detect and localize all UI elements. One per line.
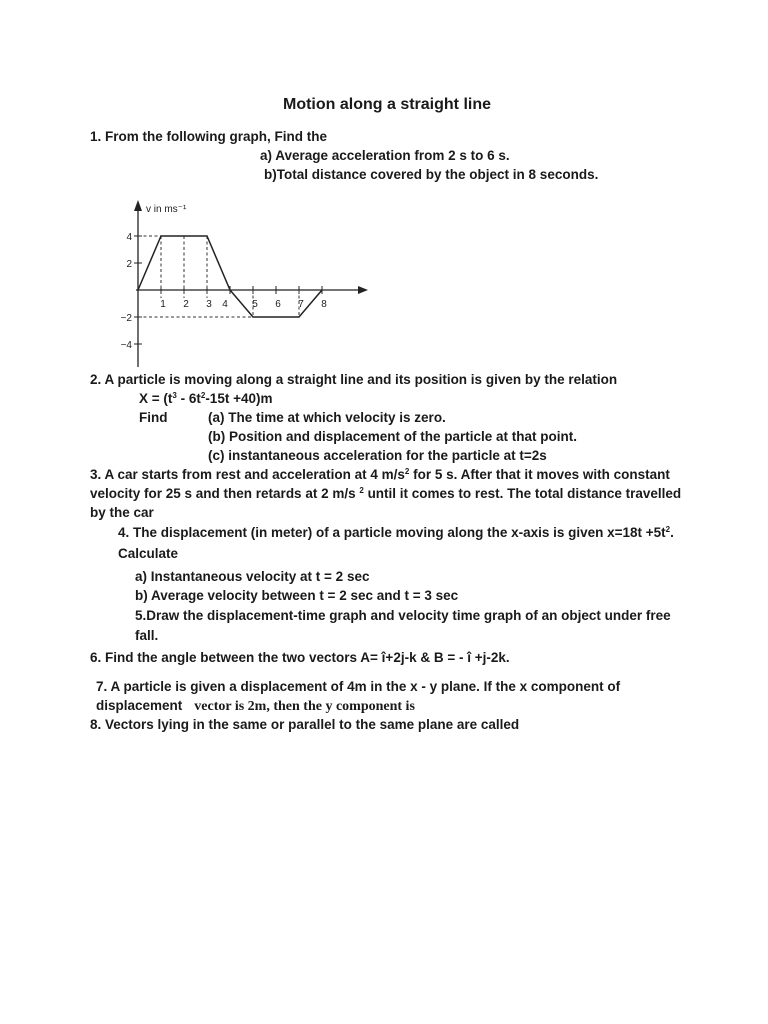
question-4: [118, 524, 674, 542]
exponent: 2: [665, 525, 671, 534]
page-title: Motion along a straight line: [283, 96, 491, 113]
question-4-part-a: a) Instantaneous velocity at t = 2 sec: [135, 569, 370, 584]
question-2-part-b: (b) Position and displacement of the particle at that point.: [208, 429, 578, 444]
y-tick-label: 2: [126, 259, 132, 270]
text-part-serif: vector is 2m, then the y component is: [194, 699, 415, 714]
y-tick-label: −2: [120, 313, 132, 324]
equation-part: X = (t: [139, 391, 173, 406]
x-tick-label: 4: [222, 299, 228, 310]
velocity-time-graph: [110, 197, 375, 372]
equation-exponent: 3: [172, 391, 177, 400]
equation-exponent: 2: [200, 391, 206, 400]
x-tick-label: 5: [252, 299, 258, 310]
question-3-line-1: [90, 466, 670, 484]
question-1: 1. From the following graph, Find the: [90, 129, 327, 144]
x-tick-label: 8: [321, 299, 327, 310]
question-2: 2. A particle is moving along a straight line and its position is given by the relation: [90, 372, 618, 387]
exponent: 2: [359, 486, 364, 495]
x-tick-label: 6: [275, 299, 281, 310]
x-tick-label: 3: [206, 299, 212, 310]
text-part: velocity for 25 s and then retards at 2 m/s: [90, 486, 360, 501]
y-axis-ticks: [121, 232, 142, 351]
text-part: for 5 s. After that it moves with constant: [409, 467, 670, 482]
question-3-line-3: by the car: [90, 505, 154, 520]
question-8: 8. Vectors lying in the same or parallel to the same plane are called: [90, 717, 520, 732]
question-7-line-1: 7. A particle is given a displacement of 4m in the x - y plane. If the x component of: [96, 679, 621, 694]
text-part: .: [670, 525, 674, 540]
question-1-part-b: b)Total distance covered by the object in 8 seconds.: [264, 167, 599, 182]
y-tick-label: 4: [126, 232, 132, 243]
question-7-line-2: [96, 697, 415, 716]
x-tick-label: 2: [183, 299, 189, 310]
question-2-find: Find: [139, 410, 168, 425]
x-tick-label: 1: [160, 299, 166, 310]
text-part: 3. A car starts from rest and acceleration at 4 m/s: [90, 467, 405, 482]
question-5-line-2: fall.: [135, 628, 159, 643]
question-4-part-b: b) Average velocity between t = 2 sec and t = 3 sec: [135, 588, 459, 603]
text-part: displacement: [96, 698, 183, 713]
y-tick-label: −4: [120, 340, 132, 351]
text-part: until it comes to rest. The total distance travelled: [363, 486, 682, 501]
question-6: 6. Find the angle between the two vectors A= î+2j-k & B = - î +j-2k.: [90, 650, 510, 665]
question-4-calculate: Calculate: [118, 546, 179, 561]
graph-axis-label: v in ms⁻¹: [146, 204, 187, 215]
x-tick-label: 7: [298, 299, 304, 310]
question-5-line-1: 5.Draw the displacement-time graph and velocity time graph of an object under free: [135, 608, 671, 623]
question-1-part-a: a) Average acceleration from 2 s to 6 s.: [260, 148, 510, 163]
text-part: 4. The displacement (in meter) of a particle moving along the x-axis is given x=18t +5t: [118, 525, 666, 540]
exponent: 2: [404, 467, 410, 476]
question-2-equation: [139, 390, 272, 408]
question-2-part-a: (a) The time at which velocity is zero.: [208, 410, 446, 425]
graph-axes: [134, 200, 368, 367]
equation-part: -15t +40)m: [205, 391, 273, 406]
question-3-line-2: [90, 485, 681, 503]
equation-part: - 6t: [176, 391, 201, 406]
question-2-part-c: (c) instantaneous acceleration for the particle at t=2s: [208, 448, 547, 463]
